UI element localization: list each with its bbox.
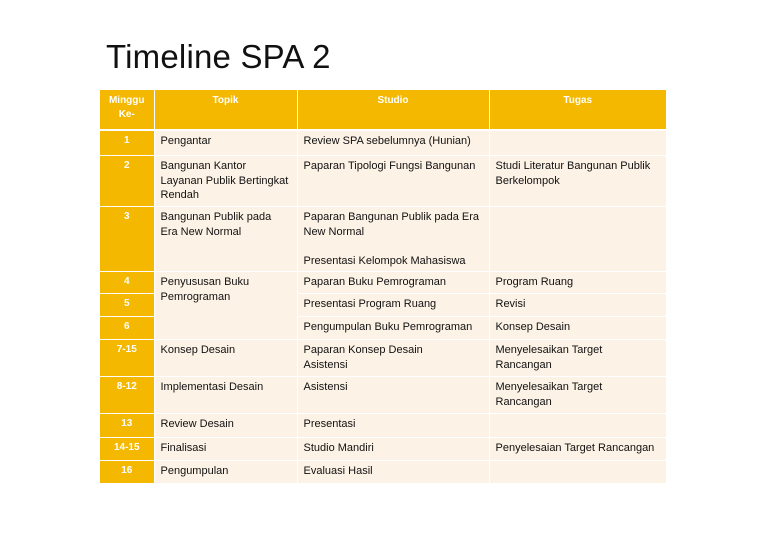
table-row xyxy=(100,340,666,377)
timeline-table xyxy=(100,90,666,484)
studio-cell: Evaluasi Hasil xyxy=(297,461,489,484)
tugas-cell xyxy=(489,130,666,156)
table-row xyxy=(100,461,666,484)
week-cell: 6 xyxy=(100,317,154,340)
studio-cell xyxy=(297,340,489,377)
topik-cell: Bangunan Publik pada Era New Normal xyxy=(154,207,297,272)
week-cell: 14-15 xyxy=(100,438,154,461)
studio-line: Asistensi xyxy=(303,358,348,371)
studio-line: Paparan Bangunan Publik pada Era New Normal xyxy=(303,211,480,238)
topik-cell: Bangunan Kantor Layanan Publik Bertingkat Rendah xyxy=(154,156,297,207)
header-tugas: Tugas xyxy=(489,90,666,130)
slide-title: Timeline SPA 2 xyxy=(106,38,331,75)
header-minggu: Minggu Ke- xyxy=(100,90,154,130)
topik-cell: Review Desain xyxy=(154,414,297,438)
studio-cell: Asistensi xyxy=(297,377,489,414)
week-cell: 3 xyxy=(100,207,154,272)
table-row xyxy=(100,130,666,156)
week-cell: 16 xyxy=(100,461,154,484)
topik-cell: Pengantar xyxy=(154,130,297,156)
studio-cell: Presentasi xyxy=(297,414,489,438)
tugas-cell: Konsep Desain xyxy=(489,317,666,340)
week-cell: 8-12 xyxy=(100,377,154,414)
week-cell: 2 xyxy=(100,156,154,207)
week-cell: 13 xyxy=(100,414,154,438)
studio-line: Presentasi Kelompok Mahasiswa xyxy=(303,255,466,267)
studio-cell xyxy=(297,207,489,272)
table-row xyxy=(100,207,666,272)
topik-cell: Konsep Desain xyxy=(154,340,297,377)
tugas-cell: Revisi xyxy=(489,294,666,317)
studio-cell: Review SPA sebelumnya (Hunian) xyxy=(297,130,489,156)
studio-cell: Pengumpulan Buku Pemrograman xyxy=(297,317,489,340)
topik-cell: Penyususan Buku Pemrograman xyxy=(154,272,297,340)
week-cell: 7-15 xyxy=(100,340,154,377)
week-cell: 1 xyxy=(100,130,154,156)
topik-cell: Implementasi Desain xyxy=(154,377,297,414)
table-row xyxy=(100,272,666,294)
header-studio: Studio xyxy=(297,90,489,130)
topik-cell: Pengumpulan xyxy=(154,461,297,484)
tugas-cell: Menyelesaikan Target Rancangan xyxy=(489,377,666,414)
tugas-cell: Penyelesaian Target Rancangan xyxy=(489,438,666,461)
table-row xyxy=(100,156,666,207)
week-cell: 4 xyxy=(100,272,154,294)
studio-cell: Presentasi Program Ruang xyxy=(297,294,489,317)
header-row xyxy=(100,90,666,130)
header-topik: Topik xyxy=(154,90,297,130)
studio-cell: Paparan Buku Pemrograman xyxy=(297,272,489,294)
tugas-cell xyxy=(489,414,666,438)
week-cell: 5 xyxy=(100,294,154,317)
tugas-cell xyxy=(489,461,666,484)
spacer xyxy=(304,239,483,254)
table-row xyxy=(100,414,666,438)
table-row xyxy=(100,377,666,414)
tugas-cell: Program Ruang xyxy=(489,272,666,294)
studio-cell: Studio Mandiri xyxy=(297,438,489,461)
tugas-cell: Studi Literatur Bangunan Publik Berkelompok xyxy=(489,156,666,207)
topik-cell: Finalisasi xyxy=(154,438,297,461)
tugas-cell: Menyelesaikan Target Rancangan xyxy=(489,340,666,377)
studio-cell: Paparan Tipologi Fungsi Bangunan xyxy=(297,156,489,207)
tugas-cell xyxy=(489,207,666,272)
studio-line: Paparan Konsep Desain xyxy=(303,344,423,356)
table-row xyxy=(100,438,666,461)
